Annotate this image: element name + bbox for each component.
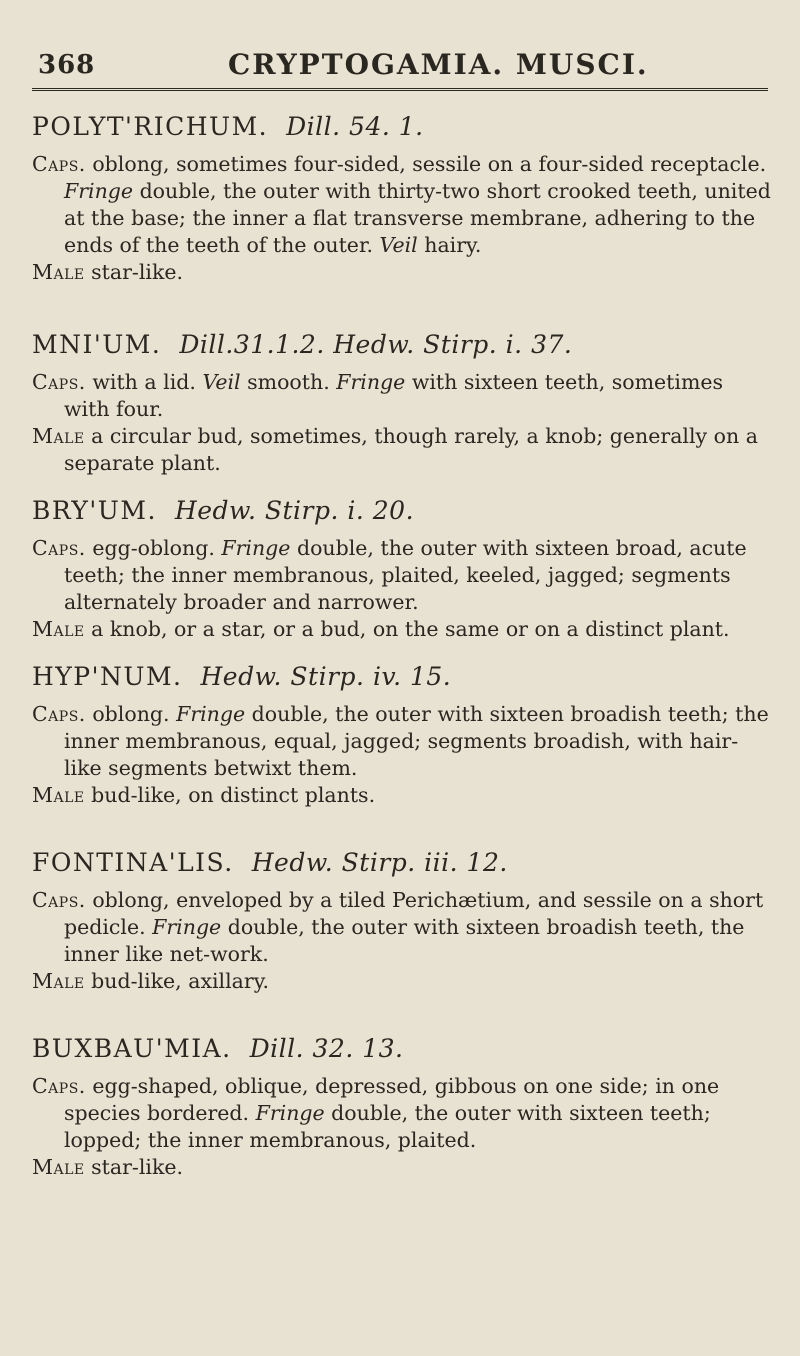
caps-label: Caps. xyxy=(32,536,86,560)
genus-reference: Hedw. Stirp. iii. 12. xyxy=(251,848,508,877)
genus-name: HYP'NUM. xyxy=(32,662,183,691)
caps-text: egg-oblong. xyxy=(85,536,215,560)
fringe-label: Fringe xyxy=(255,1101,325,1125)
veil-text: hairy. xyxy=(417,233,482,257)
genus-heading xyxy=(32,112,772,141)
caps-label: Caps. xyxy=(32,1074,86,1098)
male-label: Male xyxy=(32,424,85,448)
genus-name: POLYT'RICHUM. xyxy=(32,112,269,141)
fringe-label: Fringe xyxy=(336,370,406,394)
caps-label: Caps. xyxy=(32,370,86,394)
caps-text: oblong, enveloped by a tiled Perichætium, and sessile on a short pedicle. xyxy=(64,888,764,939)
fringe-text: double, the outer with sixteen broad, acute teeth; the inner membranous, plaited, keeled, jagged; segments alternately broader and narrower. xyxy=(64,536,747,614)
caps-paragraph xyxy=(32,369,772,423)
genus-entry-hypnum xyxy=(32,662,772,809)
genus-name: FONTINA'LIS. xyxy=(32,848,234,877)
veil-label: Veil xyxy=(379,233,418,257)
male-paragraph xyxy=(32,968,772,995)
male-label: Male xyxy=(32,617,85,641)
fringe-label: Fringe xyxy=(221,536,291,560)
genus-heading xyxy=(32,330,772,359)
genus-reference: Dill. 32. 13. xyxy=(249,1034,404,1063)
genus-reference: Hedw. Stirp. i. 20. xyxy=(174,496,415,525)
male-label: Male xyxy=(32,783,85,807)
page-header xyxy=(0,50,800,90)
genus-heading xyxy=(32,848,772,877)
genus-entry-mnium xyxy=(32,330,772,477)
running-title: CRYPTOGAMIA. MUSCI. xyxy=(228,48,649,81)
fringe-text: double, the outer with sixteen broadish teeth; the inner membranous, equal, jagged; segments broadish, with hair-like segments betwixt them. xyxy=(64,702,769,780)
fringe-text: double, the outer with sixteen broadish teeth, the inner like net-work. xyxy=(64,915,745,966)
veil-text: smooth. xyxy=(240,370,330,394)
male-paragraph xyxy=(32,782,772,809)
fringe-label: Fringe xyxy=(152,915,222,939)
genus-name: BRY'UM. xyxy=(32,496,157,525)
genus-entry-fontinalis xyxy=(32,848,772,995)
male-text: star-like. xyxy=(84,260,184,284)
male-label: Male xyxy=(32,260,85,284)
male-paragraph xyxy=(32,616,772,643)
genus-heading xyxy=(32,662,772,691)
caps-text: oblong. xyxy=(85,702,170,726)
fringe-text: double, the outer with thirty-two short crooked teeth, united at the base; the inner a flat transverse membrane, adhering to the ends of the teeth of the outer. xyxy=(64,179,771,257)
genus-name: BUXBAU'MIA. xyxy=(32,1034,232,1063)
caps-label: Caps. xyxy=(32,152,86,176)
male-paragraph xyxy=(32,1154,772,1181)
male-text: a knob, or a star, or a bud, on the same or on a distinct plant. xyxy=(84,617,730,641)
caps-label: Caps. xyxy=(32,888,86,912)
genus-reference: Dill. 54. 1. xyxy=(286,112,424,141)
genus-entry-bryum xyxy=(32,496,772,643)
caps-paragraph xyxy=(32,1073,772,1154)
male-paragraph xyxy=(32,423,772,477)
male-label: Male xyxy=(32,969,85,993)
male-paragraph xyxy=(32,259,772,286)
genus-heading xyxy=(32,1034,772,1063)
genus-name: MNI'UM. xyxy=(32,330,162,359)
genus-heading xyxy=(32,496,772,525)
caps-text: egg-shaped, oblique, depressed, gibbous on one side; in one species bordered. xyxy=(64,1074,720,1125)
male-text: a circular bud, sometimes, though rarely, a knob; generally on a separate plant. xyxy=(64,424,758,475)
fringe-text: with sixteen teeth, sometimes with four. xyxy=(64,370,724,421)
caps-paragraph xyxy=(32,151,772,259)
genus-entry-buxbaumia xyxy=(32,1034,772,1181)
caps-paragraph xyxy=(32,887,772,968)
genus-entry-polytrichum xyxy=(32,112,772,286)
male-text: bud-like, axillary. xyxy=(84,969,270,993)
genus-reference: Hedw. Stirp. iv. 15. xyxy=(200,662,452,691)
page-number: 368 xyxy=(38,50,96,80)
caps-paragraph xyxy=(32,701,772,782)
caps-paragraph xyxy=(32,535,772,616)
fringe-label: Fringe xyxy=(64,179,134,203)
caps-text: oblong, sometimes four-sided, sessile on a four-sided receptacle. xyxy=(85,152,767,176)
fringe-label: Fringe xyxy=(176,702,246,726)
male-text: star-like. xyxy=(84,1155,184,1179)
caps-label: Caps. xyxy=(32,702,86,726)
male-text: bud-like, on distinct plants. xyxy=(84,783,376,807)
caps-text: with a lid. xyxy=(85,370,196,394)
fringe-text: double, the outer with sixteen teeth; lopped; the inner membranous, plaited. xyxy=(64,1101,711,1152)
genus-reference: Dill.31.1.2. Hedw. Stirp. i. 37. xyxy=(179,330,573,359)
male-label: Male xyxy=(32,1155,85,1179)
header-rule xyxy=(32,88,768,91)
veil-label: Veil xyxy=(202,370,241,394)
